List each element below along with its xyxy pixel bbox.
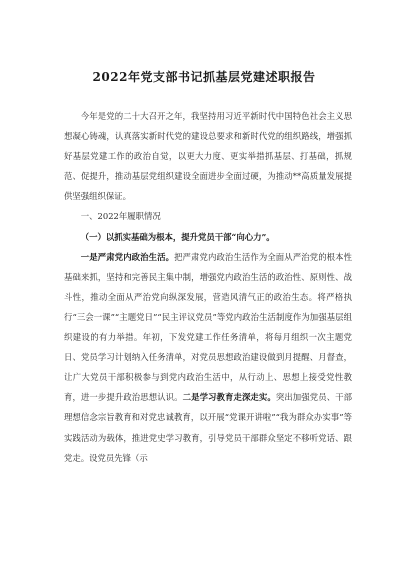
document-title: 2022年党支部书记抓基层党建述职报告 xyxy=(92,70,316,84)
document-body xyxy=(64,106,352,468)
point1-text: 把严肃党内政治生活作为全面从严治党的根本性基础来抓，坚持和完善民主集中制，增强党内政治生活的政治性、原则性、战斗性，推动全面从严治党向纵深发展，营造风清气正的政治生态。将严格执行“三会一课”“主题党日”“民主评议党员”等党内政治生活制度作为加强基层组织建设的有力举措。年初，下发党建工作任务清单，将每月组织一次主题党日、党员学习计划纳入任务清单，对党员思想政治建设做到月提醒、月督查，让广大党员干部积极参与到党内政治生活中，从行动上、思想上接受党性教育，进一步提升政治思想认识。 xyxy=(64,251,353,403)
point-paragraph xyxy=(64,247,352,468)
point1-lead: 一是严肃党内政治生活。 xyxy=(80,251,175,262)
subsection-heading: （一）以抓实基础为根本，提升党员干部“向心力”。 xyxy=(80,231,275,242)
intro-paragraph: 今年是党的二十大召开之年，我坚持用习近平新时代中国特色社会主义思想凝心铸魂，认真落实新时代党的建设总要求和新时代党的组织路线，增强抓好基层党建工作的政治自觉，以更大力度、更实举措抓基层、打基础，抓规范、促提升，推动基层党组织建设全面进步全面过硬，为推动**高质量发展提供坚强组织保证。 xyxy=(64,111,352,202)
point2-lead: 二是学习教育走深走实。 xyxy=(182,392,276,403)
point2-text: 突出加强党员、干部理想信念宗旨教育和对党忠诚教育，以开展“党课开讲啦”“我为群众办实事”等实践活动为载体，推进党史学习教育，引导党员干部群众坚定不移听党话、跟党走。设党员先锋（示 xyxy=(64,392,353,463)
section-heading: 一、2022年履职情况 xyxy=(80,211,161,222)
